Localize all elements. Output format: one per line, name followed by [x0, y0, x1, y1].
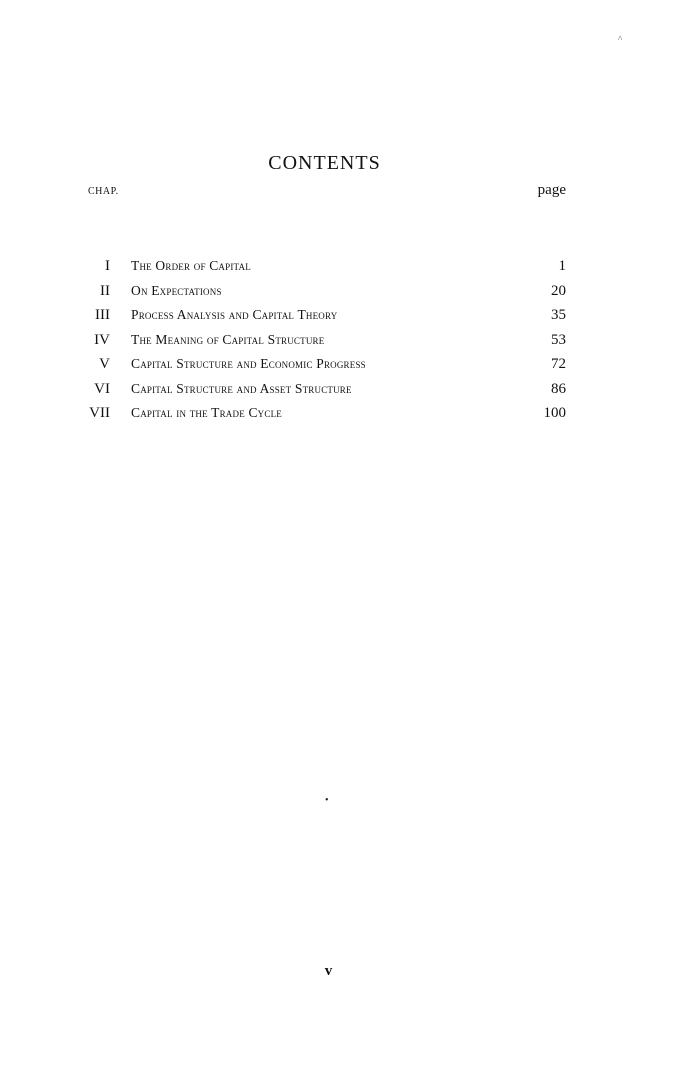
chapter-numeral: V: [99, 356, 110, 372]
chapter-numeral: IV: [94, 331, 110, 348]
chapter-page-number: 35: [551, 307, 566, 323]
chapter-title: On Expectations: [131, 282, 222, 298]
chapter-page-number: 86: [551, 380, 566, 397]
chapter-numeral: I: [105, 258, 110, 274]
chapter-page-number: 1: [558, 258, 566, 274]
chapter-title: Capital Structure and Economic Progress: [131, 356, 366, 371]
table-of-contents: [0, 256, 685, 428]
chapter-numeral: VII: [89, 405, 110, 421]
page-column-label: page: [537, 182, 566, 198]
chapter-page-number: 20: [551, 282, 566, 299]
toc-entry[interactable]: [0, 281, 685, 306]
toc-entry[interactable]: [0, 379, 685, 404]
chapter-numeral: VI: [94, 380, 110, 397]
chapter-page-number: 72: [551, 356, 566, 372]
scan-speck: ^: [618, 34, 623, 44]
chapter-title: The Order of Capital: [131, 258, 251, 273]
toc-entry[interactable]: [0, 354, 685, 379]
chap-column-label: CHAP.: [88, 186, 119, 197]
toc-entry[interactable]: [0, 403, 685, 428]
chapter-title: Capital Structure and Asset Structure: [131, 380, 352, 396]
toc-entry[interactable]: [0, 305, 685, 330]
chapter-numeral: III: [95, 307, 110, 323]
chapter-title: Process Analysis and Capital Theory: [131, 307, 338, 322]
toc-entry[interactable]: [0, 330, 685, 355]
chapter-title: Capital in the Trade Cycle: [131, 405, 282, 420]
chapter-page-number: 53: [551, 331, 566, 348]
chapter-title: The Meaning of Capital Structure: [131, 331, 325, 347]
scan-speck: •: [325, 795, 329, 806]
page-title: CONTENTS: [268, 152, 381, 174]
page-folio: v: [324, 963, 333, 979]
chapter-page-number: 100: [543, 405, 566, 421]
toc-entry[interactable]: [0, 256, 685, 281]
chapter-numeral: II: [100, 282, 110, 299]
